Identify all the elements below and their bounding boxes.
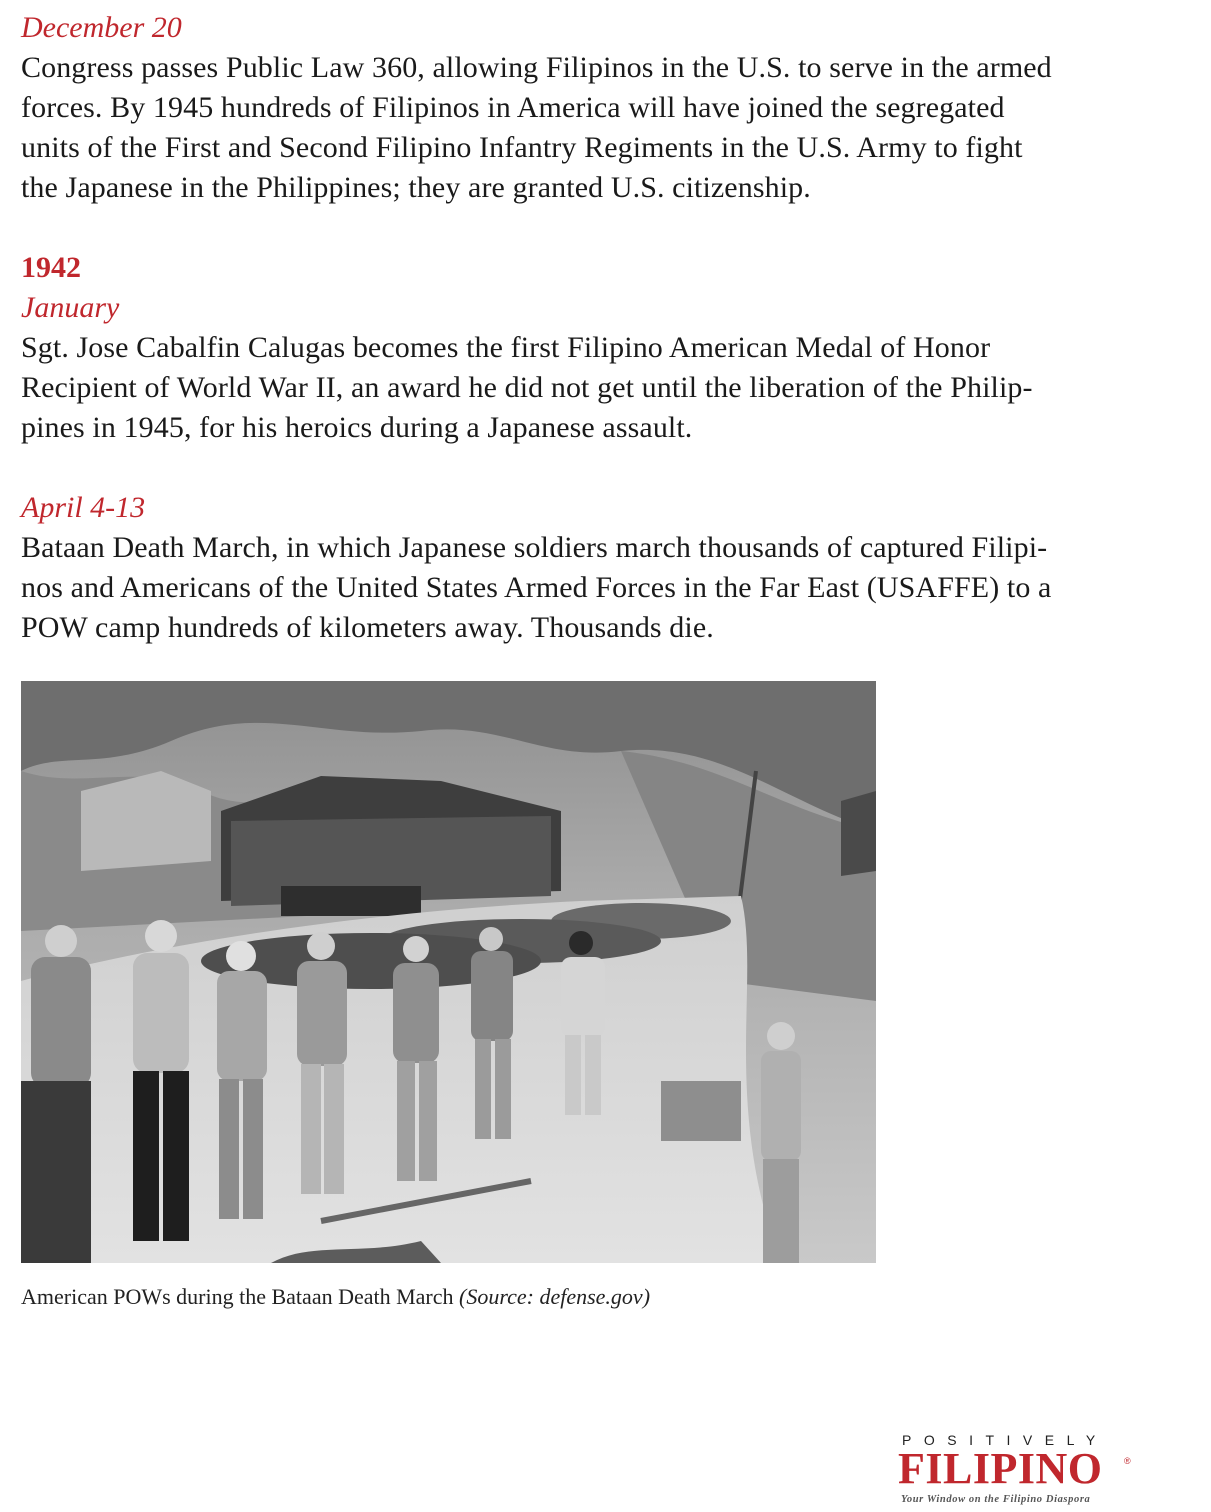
timeline: [21, 8, 1191, 648]
entry-text-line: pines in 1945, for his heroics during a Japanese assault.: [21, 411, 693, 444]
positively-filipino-logo: [890, 1432, 1140, 1510]
logo-top-text: POSITIVELY: [902, 1432, 1108, 1448]
photo-caption: [21, 1282, 650, 1312]
entry-text-line: forces. By 1945 hundreds of Filipinos in America will have joined the segregated: [21, 91, 1005, 124]
registered-mark: ®: [1124, 1456, 1131, 1466]
caption-text: American POWs during the Bataan Death March: [21, 1284, 460, 1309]
entry-date: December 20: [21, 11, 182, 44]
entry-date: January: [21, 291, 120, 324]
year-heading: 1942: [21, 251, 81, 284]
entry-text-line: nos and Americans of the United States Armed Forces in the Far East (USAFFE) to a: [21, 571, 1052, 604]
bataan-death-march-photo: [21, 681, 876, 1263]
entry-text-line: POW camp hundreds of kilometers away. Thousands die.: [21, 611, 714, 644]
entry-text-line: units of the First and Second Filipino Infantry Regiments in the U.S. Army to fight: [21, 131, 1023, 164]
entry-text-line: Bataan Death March, in which Japanese soldiers march thousands of captured Filipi-: [21, 531, 1048, 564]
caption-source: (Source: defense.gov): [459, 1284, 651, 1309]
entry-text-line: the Japanese in the Philippines; they are granted U.S. citizenship.: [21, 171, 811, 204]
entry-text-line: Sgt. Jose Cabalfin Calugas becomes the first Filipino American Medal of Honor: [21, 331, 991, 364]
logo-main-text: FILIPINO: [898, 1444, 1103, 1493]
entry-date: April 4-13: [21, 491, 146, 524]
logo-tagline: Your Window on the Filipino Diaspora: [901, 1494, 1091, 1505]
entry-text-line: Congress passes Public Law 360, allowing Filipinos in the U.S. to serve in the armed: [21, 51, 1052, 84]
entry-text-line: Recipient of World War II, an award he did not get until the liberation of the Philip-: [21, 371, 1033, 404]
